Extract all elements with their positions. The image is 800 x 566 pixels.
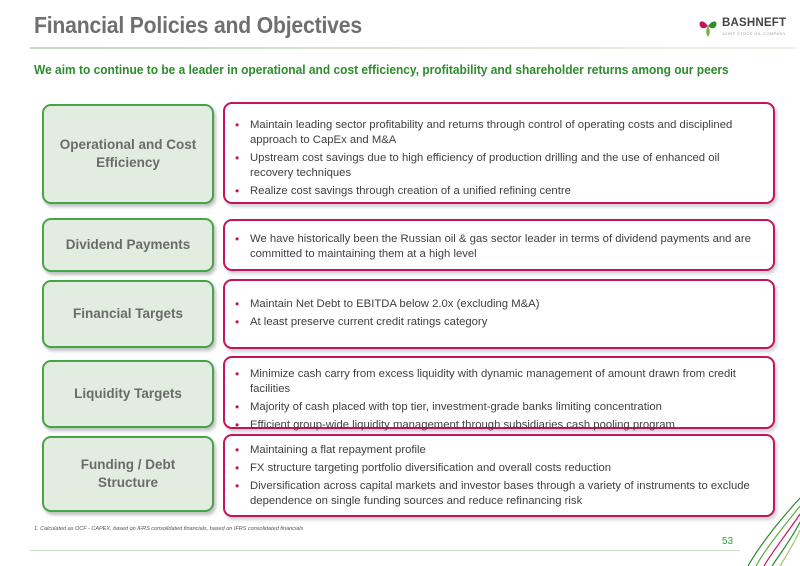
section-label-liquidity bbox=[42, 360, 214, 428]
section-label-text: Operational and Cost Efficiency bbox=[59, 137, 197, 170]
section-label-operational bbox=[42, 104, 214, 204]
section-label-text: Funding / Debt Structure bbox=[80, 457, 176, 490]
section-content-financial-targets bbox=[223, 279, 775, 349]
footnote: 1. Calculated as OCF - CAPEX, based on IFRS consolidated financials, based on IFRS consolidated financials bbox=[34, 526, 304, 532]
bullet-list bbox=[233, 232, 763, 262]
section-content-operational bbox=[223, 102, 775, 204]
bullet-list bbox=[233, 118, 763, 199]
page-title: Financial Policies and Objectives bbox=[34, 12, 362, 38]
bullet-item: • At least preserve current credit ratings category bbox=[233, 315, 763, 330]
bullet-item: • Diversification across capital markets and investor bases through a variety of instruments to exclude dependence on single funding sources and reduce refinancing risk bbox=[233, 479, 763, 509]
bullet-item: • Minimize cash carry from excess liquidity with dynamic management of amount drawn from credit facilities bbox=[233, 367, 763, 397]
section-label-text: Financial Targets bbox=[72, 306, 184, 321]
bullet-item: • Maintain Net Debt to EBITDA below 2.0x (excluding M&A) bbox=[233, 297, 763, 312]
page-subtitle: We aim to continue to be a leader in operational and cost efficiency, profitability and shareholder returns among our peers bbox=[34, 62, 729, 77]
logo-subtitle: JOINT STOCK OIL COMPANY bbox=[722, 31, 786, 36]
bullet-item: • We have historically been the Russian oil & gas sector leader in terms of dividend payments and are committed to maintaining them at a high level bbox=[233, 232, 763, 262]
section-label-dividend bbox=[42, 218, 214, 272]
section-content-liquidity bbox=[223, 356, 775, 429]
bullet-item: • FX structure targeting portfolio diversification and overall costs reduction bbox=[233, 461, 763, 476]
logo-name: BASHNEFT bbox=[722, 17, 787, 29]
bullet-list bbox=[233, 367, 763, 433]
header-divider bbox=[30, 47, 795, 49]
bullet-item: • Maintain leading sector profitability and returns through control of operating costs and disciplined approach to CapEx and M&A bbox=[233, 118, 763, 148]
bullet-item: • Upstream cost savings due to high efficiency of production drilling and the use of enhanced oil recovery techniques bbox=[233, 151, 763, 181]
section-label-financial-targets bbox=[42, 280, 214, 348]
footer-divider bbox=[30, 550, 740, 551]
section-content-dividend bbox=[223, 219, 775, 271]
section-label-text: Liquidity Targets bbox=[74, 386, 182, 401]
company-logo bbox=[696, 14, 796, 44]
corner-swoosh-decoration bbox=[740, 490, 800, 566]
bashneft-flower-icon bbox=[696, 14, 720, 38]
bullet-item: • Realize cost savings through creation of a unified refining centre bbox=[233, 184, 763, 199]
section-label-text: Dividend Payments bbox=[65, 237, 191, 252]
page-number: 53 bbox=[722, 536, 734, 547]
bullet-item: • Efficient group-wide liquidity management through subsidiaries cash pooling program bbox=[233, 418, 763, 433]
section-label-funding bbox=[42, 436, 214, 512]
bullet-item: • Maintaining a flat repayment profile bbox=[233, 443, 763, 458]
bullet-list bbox=[233, 297, 763, 330]
bullet-list bbox=[233, 443, 763, 509]
bullet-item: • Majority of cash placed with top tier, investment-grade banks limiting concentration bbox=[233, 400, 763, 415]
section-content-funding bbox=[223, 434, 775, 517]
